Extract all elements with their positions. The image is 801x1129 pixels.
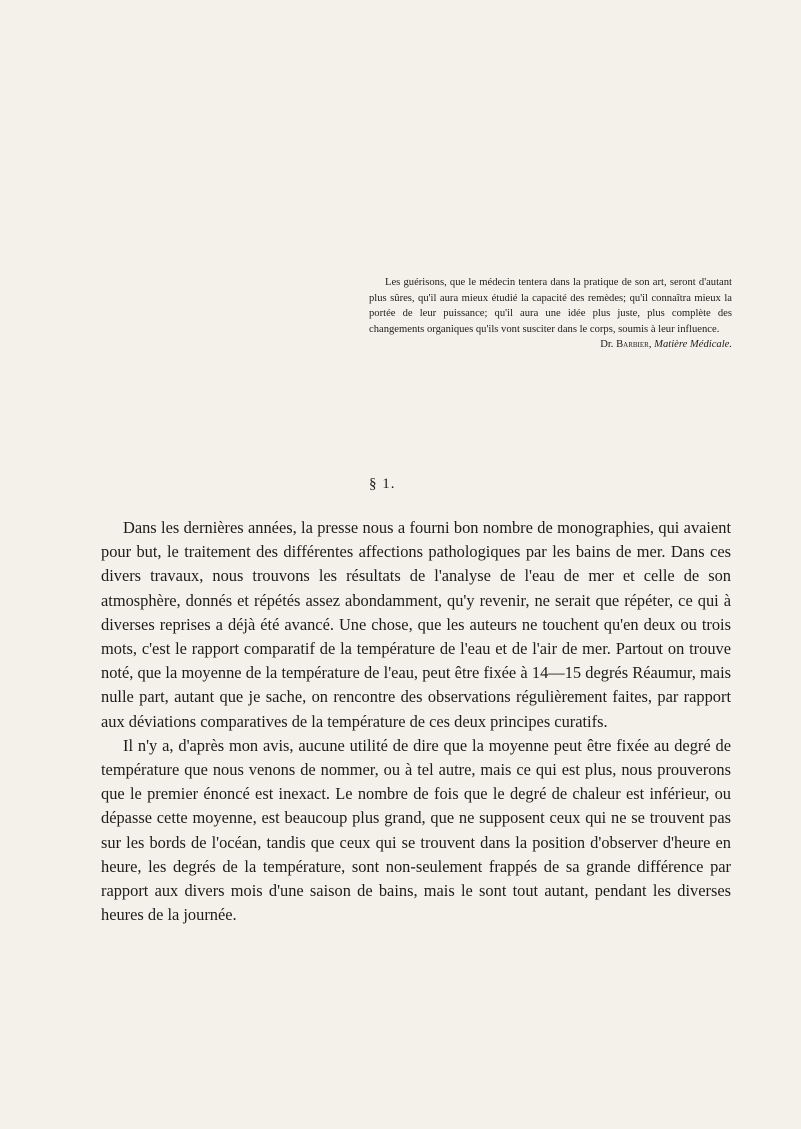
- attribution-prefix: Dr.: [600, 339, 614, 351]
- section-heading: § 1.: [369, 476, 396, 492]
- paragraph-2: Il n'y a, d'après mon avis, aucune utilité de dire que la moyenne peut être fixée au degré de température que nous venons de nommer, ou à tel autre, mais ce qui est plus, nous prouverons que le premier énoncé est inexact. Le nombre de fois que le degré de chaleur est inférieur, ou dépasse cette moyenne, est beaucoup plus grand, que ne supposent ceux qui ne se trouvent pas sur les bords de l'océan, tandis que ceux qui se trouvent dans la position d'observer d'heure en heure, les degrés de la température, sont non-seulement frappés de sa grande différence par rapport aux divers mois d'une saison de bains, mais le sont tout autant, pendant les diverses heures de la journée.: [101, 735, 731, 925]
- epigraph-attribution: [369, 337, 732, 353]
- attribution-work: Matière Médicale.: [654, 339, 732, 351]
- epigraph-text: Les guérisons, que le médecin tentera dans la pratique de son art, seront d'autant plus sûres, qu'il aura mieux étudié la capacité des remèdes; qu'il connaîtra mieux la portée de leur puissance; qu'il aura une idée plus juste, plus complète des changements organiques qu'ils vont susciter dans le corps, soumis à leur influence.: [369, 277, 732, 335]
- paragraph-1: Dans les dernières années, la presse nous a fourni bon nombre de monographies, qui avaient pour but, le traitement des différentes affections pathologiques par les bains de mer. Dans ces divers travaux, nous trouvons les résultats de l'analyse de l'eau de mer et celle de son atmosphère, donnés et répétés assez abondamment, qu'y revenir, ne serait que répéter, ce qui à diverses reprises a déjà été avancé. Une chose, que les auteurs ne touchent qu'en deux ou trois mots, c'est le rapport comparatif de la température de l'eau et de l'air de mer. Partout on trouve noté, que la moyenne de la température de l'eau, peut être fixée à 14—15 degrés Réaumur, mais nulle part, autant que je sache, on rencontre des observations régulièrement faites, par rapport aux déviations comparatives de la température de ces deux principes curatifs.: [101, 518, 731, 731]
- attribution-author: Barbier,: [616, 339, 652, 351]
- body-text: [101, 516, 731, 927]
- epigraph: [369, 275, 732, 353]
